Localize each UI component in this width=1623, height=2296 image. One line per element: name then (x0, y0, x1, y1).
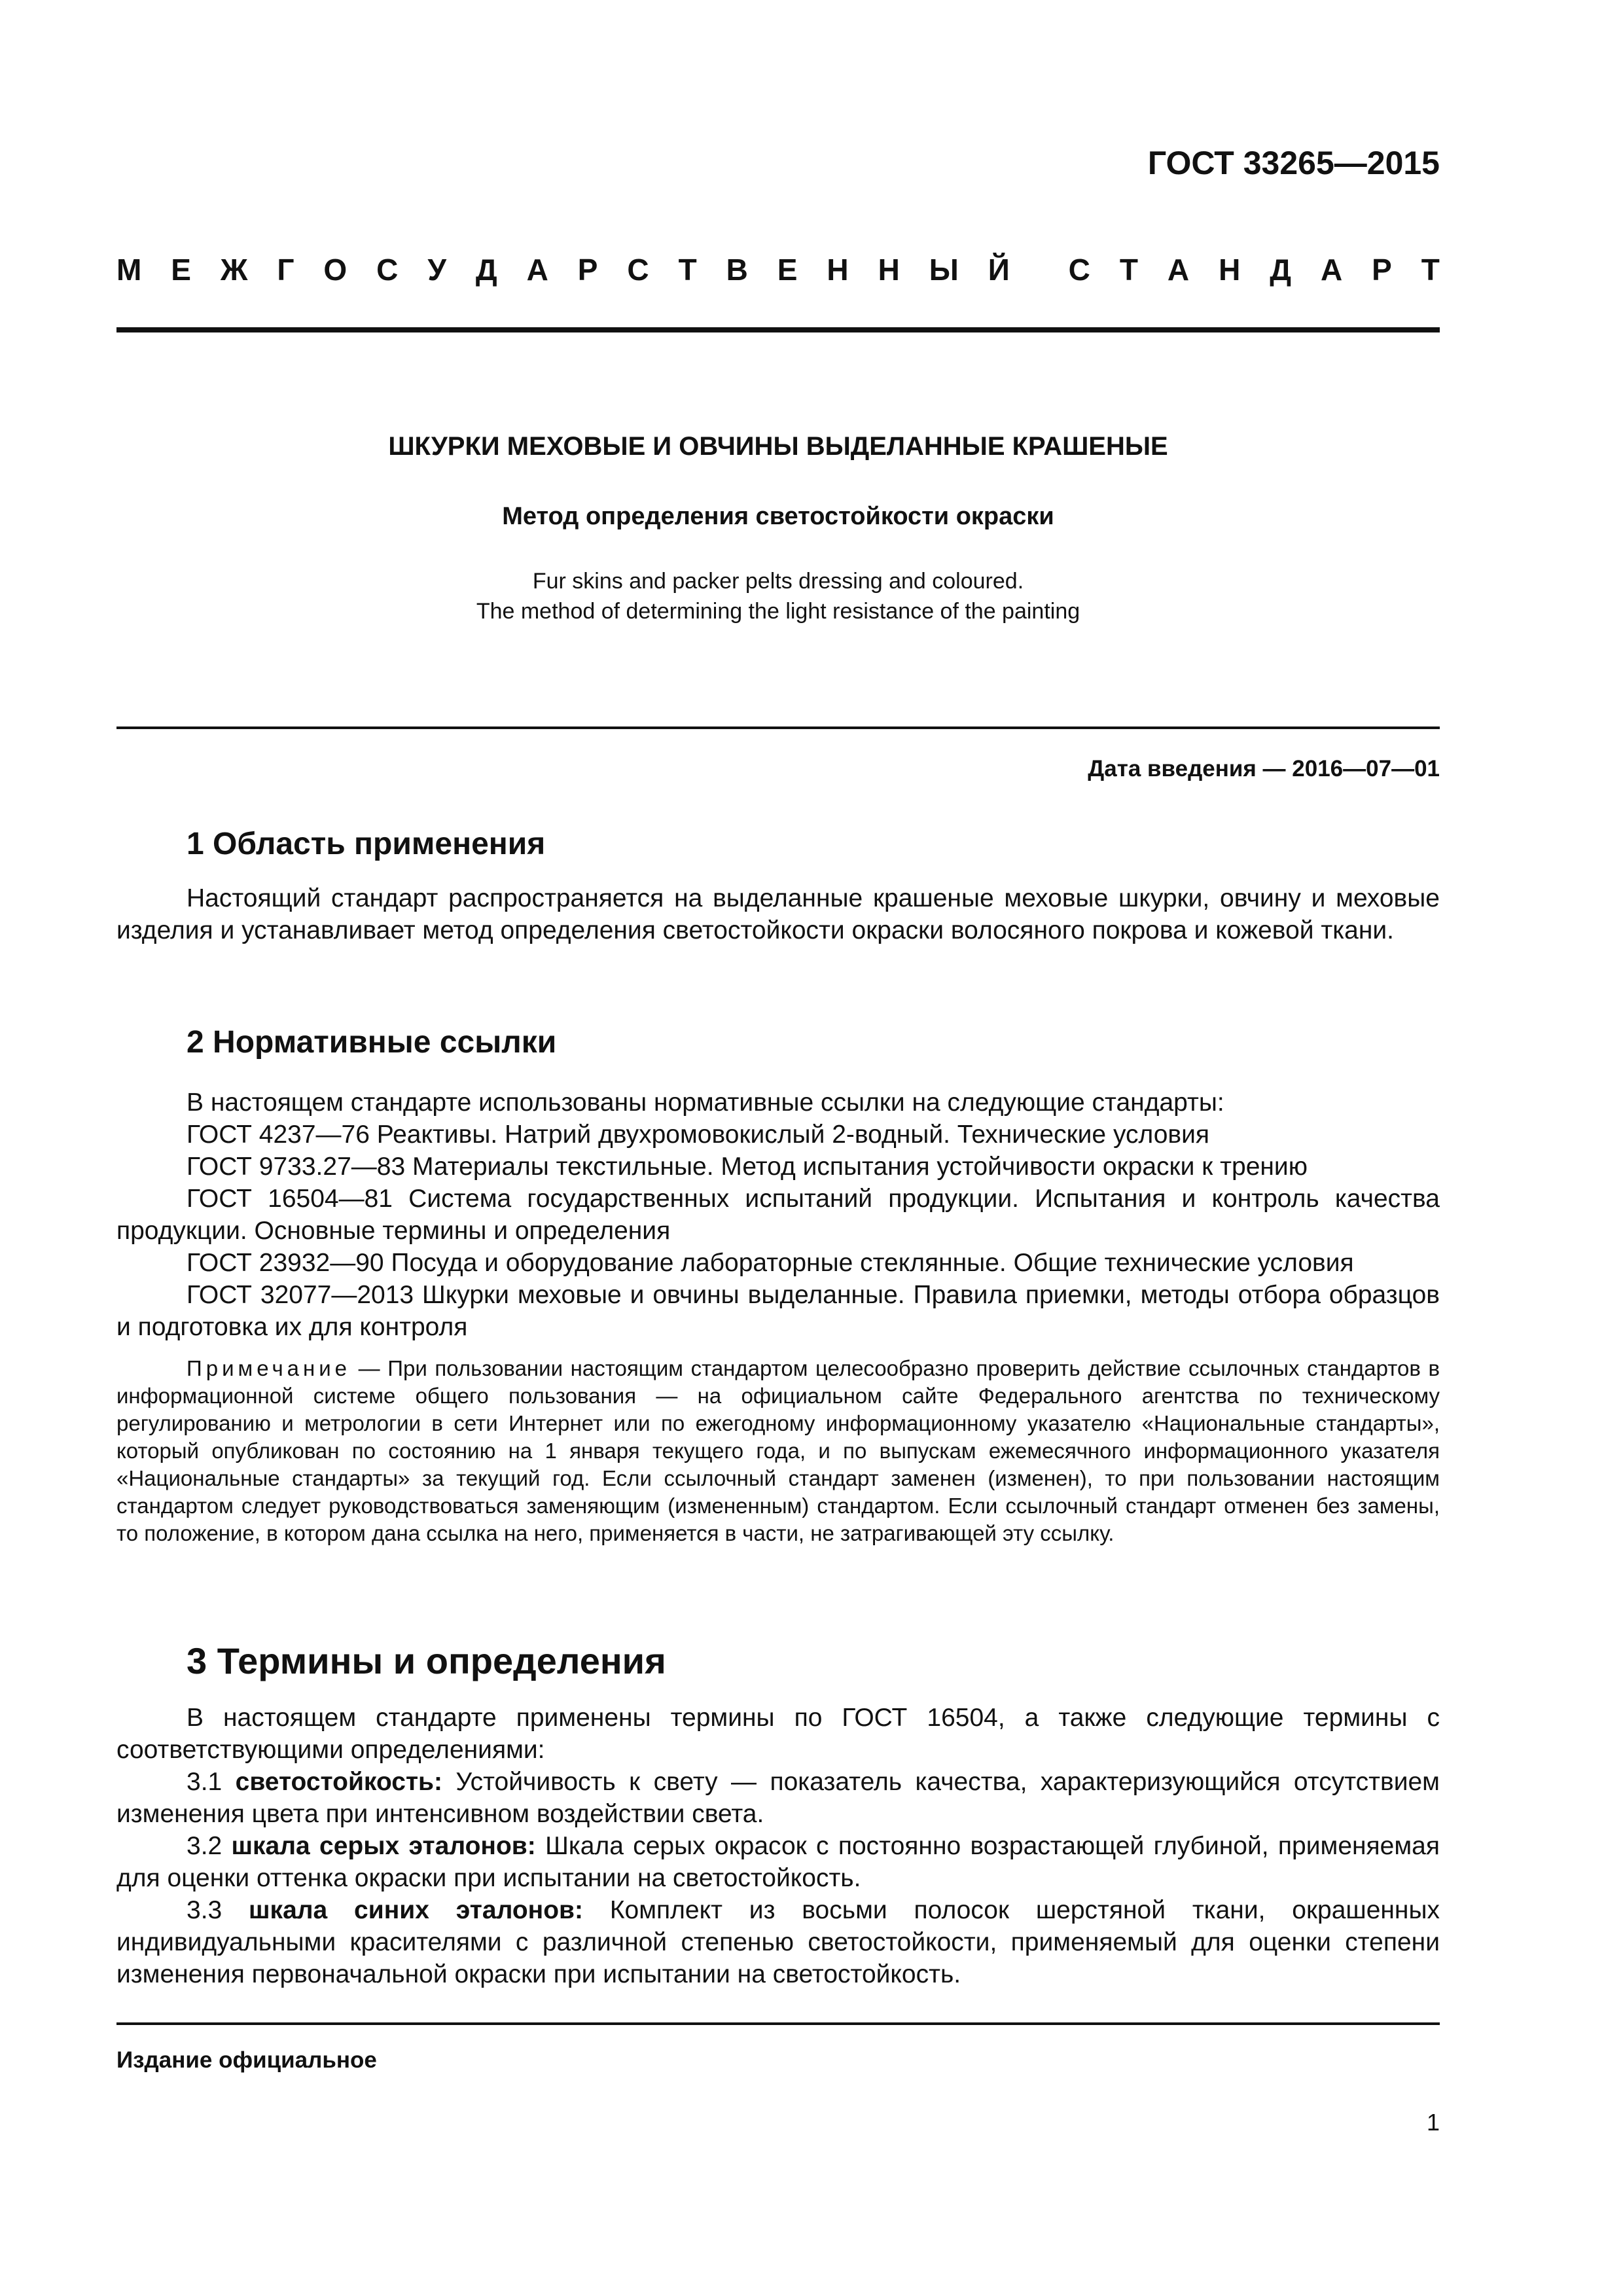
reference-text: ГОСТ 23932—90 Посуда и оборудование лабораторные стеклянные. Общие технические условия (187, 1249, 1354, 1277)
footer-rule (116, 2022, 1440, 2025)
english-title-line: Fur skins and packer pelts dressing and coloured. (532, 569, 1024, 594)
section-2-intro (116, 1086, 1440, 1119)
term-name: шкала синих эталонов: (249, 1896, 583, 1924)
reference-item (116, 1183, 1440, 1247)
interstate-standard-banner (116, 252, 1440, 287)
term-name: светостойкость: (235, 1768, 443, 1796)
english-title-line: The method of determining the light resistance of the painting (476, 599, 1080, 624)
banner-letter: Е (777, 253, 798, 287)
banner-letter: Т (678, 253, 697, 287)
section-2-heading: 2 Нормативные ссылки (187, 1025, 557, 1060)
banner-letter: А (1167, 253, 1190, 287)
reference-item (116, 1151, 1440, 1183)
term-number: 3.2 (187, 1832, 232, 1860)
official-edition-label: Издание официальное (116, 2047, 377, 2073)
term-text: Шкала серых окрасок с постоянно возрастающей глубиной, применяемая для оценки оттенка окраски при испытании на светостойкость. (116, 1832, 1440, 1892)
banner-letter: Т (1421, 253, 1440, 287)
term-name: шкала серых эталонов: (231, 1832, 536, 1860)
english-title (116, 566, 1440, 626)
term-number: 3.3 (187, 1896, 249, 1924)
section-1-text (116, 882, 1440, 946)
term-text: Устойчивость к свету — показатель качества, характеризующийся отсутствием изменения цвета при интенсивном воздействии света. (116, 1768, 1440, 1828)
reference-text: ГОСТ 9733.27—83 Материалы текстильные. Метод испытания устойчивости окраски к трению (187, 1153, 1308, 1181)
banner-letter: У (427, 253, 446, 287)
reference-text: ГОСТ 16504—81 Система государственных испытаний продукции. Испытания и контроль качества продукции. Основные термины и определения (116, 1185, 1440, 1245)
banner-letter: В (726, 253, 748, 287)
banner-letter: С (627, 253, 649, 287)
term-definition (116, 1830, 1440, 1894)
banner-letter: Н (878, 253, 900, 287)
section-3-intro-text: В настоящем стандарте применены термины по ГОСТ 16504, а также следующие термины с соответствующими определениями: (116, 1704, 1440, 1764)
banner-letter: Т (1119, 253, 1138, 287)
term-number: 3.1 (187, 1768, 236, 1796)
banner-letter: Ж (220, 253, 248, 287)
term-definition (116, 1766, 1440, 1830)
note-block (116, 1355, 1440, 1547)
banner-letter: С (376, 253, 399, 287)
reference-item (116, 1247, 1440, 1279)
banner-letter: Р (577, 253, 598, 287)
section-3-intro (116, 1702, 1440, 1766)
introduction-date: Дата введения — 2016—07—01 (1088, 756, 1440, 781)
banner-letter: Й (988, 253, 1010, 287)
note-label: Примечание (187, 1356, 351, 1380)
title-rule (116, 726, 1440, 729)
section-1-heading: 1 Область применения (187, 827, 546, 861)
reference-text: ГОСТ 4237—76 Реактивы. Натрий двухромовокислый 2-водный. Технические условия (187, 1121, 1210, 1149)
banner-letter: Д (475, 253, 497, 287)
banner-letter: Д (1270, 253, 1292, 287)
section-2-intro-text: В настоящем стандарте использованы нормативные ссылки на следующие стандарты: (187, 1088, 1224, 1117)
reference-item (116, 1279, 1440, 1343)
banner-letter: С (1068, 253, 1090, 287)
term-definition (116, 1894, 1440, 1990)
banner-letter: Н (827, 253, 849, 287)
reference-item (116, 1119, 1440, 1151)
note-text: — При пользовании настоящим стандартом целесообразно проверить действие ссылочных стандартов в информационной системе общего пользования — на официальном сайте Федерального агентства по техническому регулированию и метрологии в сети Интернет или по ежегодному информационному указателю «Национальные стандарты», который опубликован по состоянию на 1 января текущего года, и по выпускам ежемесячного информационного указателя «Национальные стандарты» за текущий год. Если ссылочный стандарт заменен (изменен), то при пользовании настоящим стандартом следует руководствоваться заменяющим (измененным) стандартом. Если ссылочный стандарт отменен без замены, то положение, в котором дана ссылка на него, применяется в части, не затрагивающей эту ссылку. (116, 1356, 1440, 1545)
page-number: 1 (1426, 2109, 1440, 2136)
banner-letter: А (526, 253, 548, 287)
term-text: Комплект из восьми полосок шерстяной ткани, окрашенных индивидуальными красителями с различной степенью светостойкости, применяемый для оценки степени изменения первоначальной окраски при испытании на светостойкость. (116, 1896, 1440, 1988)
document-title: ШКУРКИ МЕХОВЫЕ И ОВЧИНЫ ВЫДЕЛАННЫЕ КРАШЕНЫЕ (388, 432, 1168, 461)
banner-letter: Г (277, 253, 294, 287)
header-rule (116, 327, 1440, 332)
section-1-body: Настоящий стандарт распространяется на выделанные крашеные меховые шкурки, овчину и меховые изделия и устанавливает метод определения светостойкости окраски волосяного покрова и кожевой ткани. (116, 884, 1440, 944)
banner-letter: А (1320, 253, 1343, 287)
section-3-heading: 3 Термины и определения (187, 1640, 666, 1681)
reference-text: ГОСТ 32077—2013 Шкурки меховые и овчины выделанные. Правила приемки, методы отбора образцов и подготовка их для контроля (116, 1281, 1440, 1341)
document-number: ГОСТ 33265—2015 (1147, 145, 1440, 181)
banner-letter: Н (1219, 253, 1241, 287)
document-subtitle: Метод определения светостойкости окраски (502, 503, 1054, 530)
banner-letter: Е (171, 253, 191, 287)
banner-letter: Р (1372, 253, 1392, 287)
banner-letter: М (116, 253, 142, 287)
banner-letter: Ы (929, 253, 959, 287)
banner-letter: О (323, 253, 348, 287)
